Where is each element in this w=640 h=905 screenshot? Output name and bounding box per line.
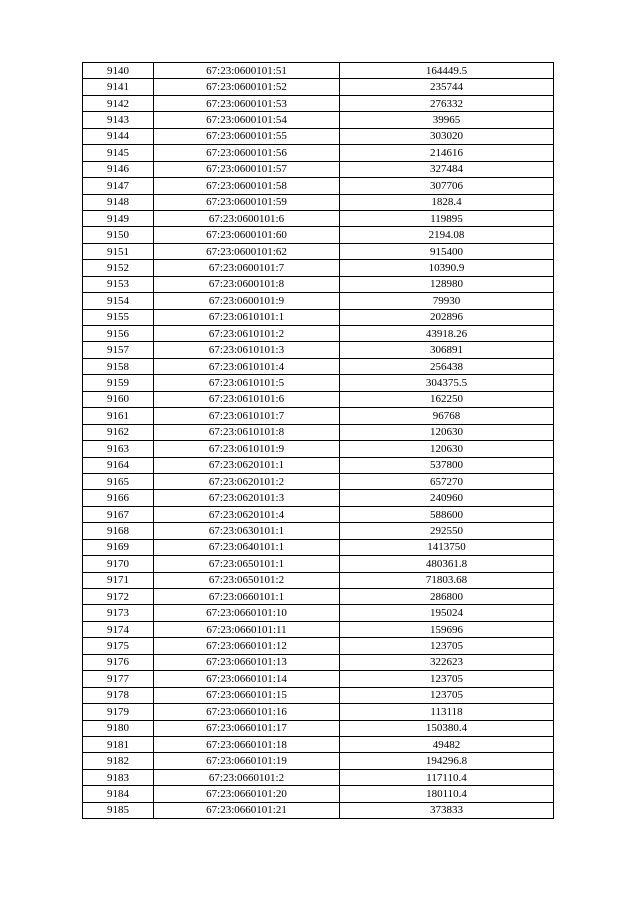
- table-row: [83, 769, 554, 785]
- table-row: [83, 293, 554, 309]
- row-number-cell: 9146: [83, 161, 154, 177]
- value-cell: 373833: [340, 802, 554, 818]
- row-number-cell: 9177: [83, 671, 154, 687]
- value-cell: 286800: [340, 589, 554, 605]
- cadastral-number-cell: 67:23:0600101:58: [154, 178, 340, 194]
- cadastral-number-cell: 67:23:0660101:16: [154, 704, 340, 720]
- table-row: [83, 342, 554, 358]
- row-number-cell: 9166: [83, 490, 154, 506]
- row-number-cell: 9182: [83, 753, 154, 769]
- row-number-cell: 9154: [83, 293, 154, 309]
- row-number-cell: 9141: [83, 79, 154, 95]
- value-cell: 235744: [340, 79, 554, 95]
- table-row: [83, 523, 554, 539]
- value-cell: 214616: [340, 145, 554, 161]
- table-row: [83, 687, 554, 703]
- row-number-cell: 9155: [83, 309, 154, 325]
- value-cell: 480361.8: [340, 556, 554, 572]
- row-number-cell: 9152: [83, 260, 154, 276]
- cadastral-number-cell: 67:23:0600101:53: [154, 95, 340, 111]
- value-cell: 537800: [340, 457, 554, 473]
- table-row: [83, 79, 554, 95]
- cadastral-number-cell: 67:23:0610101:8: [154, 424, 340, 440]
- cadastral-number-cell: 67:23:0660101:10: [154, 605, 340, 621]
- value-cell: 195024: [340, 605, 554, 621]
- row-number-cell: 9167: [83, 506, 154, 522]
- row-number-cell: 9150: [83, 227, 154, 243]
- cadastral-number-cell: 67:23:0660101:13: [154, 654, 340, 670]
- value-cell: 194296.8: [340, 753, 554, 769]
- cadastral-number-cell: 67:23:0610101:4: [154, 358, 340, 374]
- table-row: [83, 556, 554, 572]
- row-number-cell: 9153: [83, 276, 154, 292]
- value-cell: 113118: [340, 704, 554, 720]
- value-cell: 49482: [340, 736, 554, 752]
- row-number-cell: 9180: [83, 720, 154, 736]
- cadastral-number-cell: 67:23:0610101:3: [154, 342, 340, 358]
- table-row: [83, 441, 554, 457]
- value-cell: 128980: [340, 276, 554, 292]
- table-row: [83, 243, 554, 259]
- table-row: [83, 161, 554, 177]
- table-body: [83, 63, 554, 819]
- cadastral-number-cell: 67:23:0600101:8: [154, 276, 340, 292]
- row-number-cell: 9175: [83, 638, 154, 654]
- value-cell: 180110.4: [340, 786, 554, 802]
- row-number-cell: 9159: [83, 375, 154, 391]
- cadastral-number-cell: 67:23:0600101:54: [154, 112, 340, 128]
- cadastral-number-cell: 67:23:0640101:1: [154, 539, 340, 555]
- row-number-cell: 9163: [83, 441, 154, 457]
- cadastral-number-cell: 67:23:0610101:1: [154, 309, 340, 325]
- table-row: [83, 194, 554, 210]
- table-row: [83, 720, 554, 736]
- row-number-cell: 9181: [83, 736, 154, 752]
- table-row: [83, 589, 554, 605]
- row-number-cell: 9185: [83, 802, 154, 818]
- cadastral-number-cell: 67:23:0660101:17: [154, 720, 340, 736]
- cadastral-number-cell: 67:23:0600101:57: [154, 161, 340, 177]
- value-cell: 123705: [340, 638, 554, 654]
- table-row: [83, 736, 554, 752]
- cadastral-number-cell: 67:23:0660101:15: [154, 687, 340, 703]
- table-row: [83, 490, 554, 506]
- row-number-cell: 9168: [83, 523, 154, 539]
- table-row: [83, 424, 554, 440]
- value-cell: 150380.4: [340, 720, 554, 736]
- value-cell: 240960: [340, 490, 554, 506]
- row-number-cell: 9172: [83, 589, 154, 605]
- table-row: [83, 260, 554, 276]
- table-row: [83, 654, 554, 670]
- value-cell: 120630: [340, 441, 554, 457]
- row-number-cell: 9173: [83, 605, 154, 621]
- value-cell: 71803.68: [340, 572, 554, 588]
- table-row: [83, 326, 554, 342]
- cadastral-number-cell: 67:23:0600101:7: [154, 260, 340, 276]
- row-number-cell: 9140: [83, 63, 154, 79]
- row-number-cell: 9165: [83, 473, 154, 489]
- value-cell: 327484: [340, 161, 554, 177]
- cadastral-number-cell: 67:23:0610101:7: [154, 408, 340, 424]
- row-number-cell: 9171: [83, 572, 154, 588]
- table-row: [83, 276, 554, 292]
- cadastral-number-cell: 67:23:0620101:4: [154, 506, 340, 522]
- value-cell: 588600: [340, 506, 554, 522]
- cadastral-number-cell: 67:23:0660101:2: [154, 769, 340, 785]
- cadastral-number-cell: 67:23:0620101:2: [154, 473, 340, 489]
- row-number-cell: 9179: [83, 704, 154, 720]
- table-row: [83, 210, 554, 226]
- cadastral-number-cell: 67:23:0600101:6: [154, 210, 340, 226]
- value-cell: 123705: [340, 687, 554, 703]
- value-cell: 120630: [340, 424, 554, 440]
- table-row: [83, 506, 554, 522]
- table-row: [83, 309, 554, 325]
- cadastral-number-cell: 67:23:0660101:19: [154, 753, 340, 769]
- row-number-cell: 9149: [83, 210, 154, 226]
- row-number-cell: 9151: [83, 243, 154, 259]
- cadastral-number-cell: 67:23:0660101:11: [154, 621, 340, 637]
- value-cell: 2194.08: [340, 227, 554, 243]
- table-row: [83, 227, 554, 243]
- row-number-cell: 9148: [83, 194, 154, 210]
- value-cell: 164449.5: [340, 63, 554, 79]
- cadastral-number-cell: 67:23:0600101:55: [154, 128, 340, 144]
- cadastral-number-cell: 67:23:0600101:9: [154, 293, 340, 309]
- table-row: [83, 178, 554, 194]
- value-cell: 256438: [340, 358, 554, 374]
- row-number-cell: 9145: [83, 145, 154, 161]
- value-cell: 39965: [340, 112, 554, 128]
- table-row: [83, 802, 554, 818]
- value-cell: 915400: [340, 243, 554, 259]
- table-row: [83, 671, 554, 687]
- table-row: [83, 408, 554, 424]
- cadastral-number-cell: 67:23:0630101:1: [154, 523, 340, 539]
- value-cell: 117110.4: [340, 769, 554, 785]
- cadastral-number-cell: 67:23:0600101:60: [154, 227, 340, 243]
- cadastral-number-cell: 67:23:0650101:2: [154, 572, 340, 588]
- value-cell: 202896: [340, 309, 554, 325]
- value-cell: 307706: [340, 178, 554, 194]
- value-cell: 304375.5: [340, 375, 554, 391]
- row-number-cell: 9142: [83, 95, 154, 111]
- value-cell: 292550: [340, 523, 554, 539]
- value-cell: 96768: [340, 408, 554, 424]
- value-cell: 119895: [340, 210, 554, 226]
- value-cell: 79930: [340, 293, 554, 309]
- cadastral-number-cell: 67:23:0660101:14: [154, 671, 340, 687]
- table-row: [83, 704, 554, 720]
- row-number-cell: 9169: [83, 539, 154, 555]
- row-number-cell: 9170: [83, 556, 154, 572]
- cadastral-number-cell: 67:23:0610101:9: [154, 441, 340, 457]
- value-cell: 43918.26: [340, 326, 554, 342]
- table-row: [83, 358, 554, 374]
- value-cell: 276332: [340, 95, 554, 111]
- cadastral-number-cell: 67:23:0660101:12: [154, 638, 340, 654]
- value-cell: 306891: [340, 342, 554, 358]
- cadastral-number-cell: 67:23:0600101:62: [154, 243, 340, 259]
- row-number-cell: 9144: [83, 128, 154, 144]
- cadastral-number-cell: 67:23:0660101:1: [154, 589, 340, 605]
- cadastral-number-cell: 67:23:0600101:56: [154, 145, 340, 161]
- row-number-cell: 9176: [83, 654, 154, 670]
- table-row: [83, 572, 554, 588]
- table-row: [83, 95, 554, 111]
- cadastral-number-cell: 67:23:0620101:1: [154, 457, 340, 473]
- value-cell: 657270: [340, 473, 554, 489]
- cadastral-number-cell: 67:23:0650101:1: [154, 556, 340, 572]
- cadastral-value-table: [82, 62, 554, 819]
- table-row: [83, 145, 554, 161]
- row-number-cell: 9161: [83, 408, 154, 424]
- cadastral-number-cell: 67:23:0610101:5: [154, 375, 340, 391]
- value-cell: 1828.4: [340, 194, 554, 210]
- table-row: [83, 605, 554, 621]
- row-number-cell: 9157: [83, 342, 154, 358]
- value-cell: 303020: [340, 128, 554, 144]
- value-cell: 322623: [340, 654, 554, 670]
- row-number-cell: 9164: [83, 457, 154, 473]
- row-number-cell: 9160: [83, 391, 154, 407]
- row-number-cell: 9174: [83, 621, 154, 637]
- cadastral-number-cell: 67:23:0660101:20: [154, 786, 340, 802]
- value-cell: 123705: [340, 671, 554, 687]
- cadastral-number-cell: 67:23:0610101:2: [154, 326, 340, 342]
- row-number-cell: 9158: [83, 358, 154, 374]
- row-number-cell: 9162: [83, 424, 154, 440]
- value-cell: 1413750: [340, 539, 554, 555]
- table-row: [83, 621, 554, 637]
- cadastral-number-cell: 67:23:0620101:3: [154, 490, 340, 506]
- cadastral-number-cell: 67:23:0660101:18: [154, 736, 340, 752]
- row-number-cell: 9156: [83, 326, 154, 342]
- table-row: [83, 473, 554, 489]
- value-cell: 10390.9: [340, 260, 554, 276]
- table-row: [83, 391, 554, 407]
- cadastral-number-cell: 67:23:0600101:51: [154, 63, 340, 79]
- table-row: [83, 128, 554, 144]
- row-number-cell: 9183: [83, 769, 154, 785]
- cadastral-number-cell: 67:23:0600101:52: [154, 79, 340, 95]
- row-number-cell: 9178: [83, 687, 154, 703]
- table-row: [83, 539, 554, 555]
- row-number-cell: 9147: [83, 178, 154, 194]
- table-row: [83, 63, 554, 79]
- value-cell: 159696: [340, 621, 554, 637]
- table-row: [83, 753, 554, 769]
- table-row: [83, 457, 554, 473]
- row-number-cell: 9184: [83, 786, 154, 802]
- row-number-cell: 9143: [83, 112, 154, 128]
- table-row: [83, 638, 554, 654]
- cadastral-number-cell: 67:23:0610101:6: [154, 391, 340, 407]
- value-cell: 162250: [340, 391, 554, 407]
- table-row: [83, 786, 554, 802]
- cadastral-number-cell: 67:23:0600101:59: [154, 194, 340, 210]
- cadastral-number-cell: 67:23:0660101:21: [154, 802, 340, 818]
- table-row: [83, 375, 554, 391]
- table-row: [83, 112, 554, 128]
